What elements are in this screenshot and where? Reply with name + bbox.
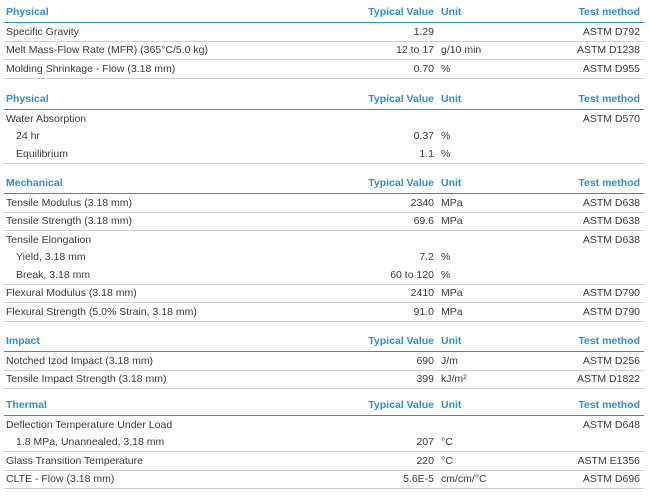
property-name: CLTE - Flow (3.18 mm) [6, 473, 115, 485]
property-name: Water Absorption [6, 112, 87, 125]
typical-value: 0.37 [413, 130, 434, 142]
typical-value: 12 to 17 [396, 44, 434, 56]
section-impact [4, 333, 644, 389]
table-row [4, 249, 644, 267]
table-row [4, 434, 644, 453]
header-unit: Unit [441, 335, 462, 347]
test-method: ASTM D1822 [576, 373, 640, 385]
section-header [4, 4, 644, 23]
typical-value: 60 to 120 [390, 268, 434, 281]
table-row [4, 303, 644, 322]
typical-value: 1.29 [413, 25, 434, 38]
test-method: ASTM D790 [582, 287, 640, 299]
table-row [4, 371, 644, 390]
typical-value: 2410 [410, 287, 434, 299]
section-title: Thermal [6, 399, 47, 411]
table-row [4, 60, 644, 79]
section-physical [4, 91, 644, 164]
property-name: Deflection Temperature Under Load [6, 418, 173, 431]
section-header [4, 175, 644, 194]
test-method: ASTM D792 [582, 25, 640, 38]
typical-value: 91.0 [413, 305, 434, 318]
table-row [4, 23, 644, 42]
test-method: ASTM D696 [582, 473, 640, 485]
property-name: Tensile Modulus (3.18 mm) [6, 196, 133, 209]
header-unit: Unit [441, 6, 462, 18]
table-row [4, 128, 644, 146]
test-method: ASTM D790 [582, 305, 640, 318]
test-method: ASTM D648 [582, 418, 640, 431]
unit: % [441, 268, 451, 281]
unit: % [441, 62, 451, 75]
property-name: 1.8 MPa, Unannealed, 3.18 mm [16, 436, 165, 448]
table-row [4, 42, 644, 61]
section-header [4, 397, 644, 416]
table-row [4, 285, 644, 304]
unit: MPa [441, 196, 463, 209]
property-name: 24 hr [16, 130, 40, 142]
header-typical-value: Typical Value [368, 399, 434, 411]
unit: kJ/m² [441, 373, 467, 385]
header-unit: Unit [441, 399, 462, 411]
test-method: ASTM D638 [582, 215, 640, 227]
test-method: ASTM D1238 [576, 44, 640, 56]
typical-value: 690 [416, 354, 434, 367]
test-method: ASTM E1356 [577, 454, 640, 467]
section-mechanical [4, 175, 644, 322]
typical-value: 1.1 [419, 147, 434, 160]
property-name: Molding Shrinkage - Flow (3.18 mm) [6, 62, 176, 75]
section-title: Physical [6, 93, 49, 105]
unit: % [441, 130, 451, 142]
section-thermal [4, 397, 644, 489]
header-unit: Unit [441, 177, 462, 189]
table-row [4, 452, 644, 471]
table-row [4, 194, 644, 213]
header-test-method: Test method [578, 335, 640, 347]
typical-value: 0.70 [413, 62, 434, 75]
typical-value: 220 [416, 454, 434, 467]
header-test-method: Test method [578, 177, 640, 189]
header-typical-value: Typical Value [368, 177, 434, 189]
property-name: Glass Transition Temperature [6, 454, 143, 467]
unit: % [441, 147, 451, 160]
property-name: Yield, 3.18 mm [16, 251, 86, 263]
table-row [4, 213, 644, 232]
header-test-method: Test method [578, 6, 640, 18]
table-row [4, 231, 644, 249]
header-unit: Unit [441, 93, 462, 105]
typical-value: 399 [416, 373, 434, 385]
test-method: ASTM D256 [582, 354, 640, 367]
table-row [4, 416, 644, 434]
typical-value: 7.2 [419, 251, 434, 263]
typical-value: 5.6E-5 [403, 473, 434, 485]
property-name: Specific Gravity [6, 25, 79, 38]
table-row [4, 145, 644, 164]
typical-value: 2340 [410, 196, 434, 209]
header-typical-value: Typical Value [368, 6, 434, 18]
property-name: Break, 3.18 mm [16, 268, 91, 281]
property-name: Flexural Strength (5.0% Strain, 3.18 mm) [6, 305, 197, 318]
unit: g/10 min [441, 44, 482, 56]
unit: °C [441, 436, 453, 448]
unit: cm/cm/°C [441, 473, 487, 485]
property-name: Notched Izod Impact (3.18 mm) [6, 354, 154, 367]
property-name: Tensile Impact Strength (3.18 mm) [6, 373, 167, 385]
test-method: ASTM D955 [582, 62, 640, 75]
unit: MPa [441, 305, 463, 318]
property-name: Flexural Modulus (3.18 mm) [6, 287, 137, 299]
section-physical [4, 4, 644, 79]
unit: °C [441, 454, 453, 467]
test-method: ASTM D570 [582, 112, 640, 125]
table-row [4, 352, 644, 371]
typical-value: 69.6 [413, 215, 434, 227]
test-method: ASTM D638 [582, 196, 640, 209]
test-method: ASTM D638 [582, 233, 640, 246]
unit: % [441, 251, 451, 263]
property-name: Melt Mass-Flow Rate (MFR) (365°C/5.0 kg) [6, 44, 208, 56]
unit: MPa [441, 215, 463, 227]
unit: J/m [441, 354, 458, 367]
property-name: Tensile Elongation [6, 233, 92, 246]
property-name: Tensile Strength (3.18 mm) [6, 215, 133, 227]
section-title: Physical [6, 6, 49, 18]
header-typical-value: Typical Value [368, 335, 434, 347]
section-title: Mechanical [6, 177, 63, 189]
header-test-method: Test method [578, 399, 640, 411]
section-header [4, 333, 644, 352]
table-row [4, 471, 644, 490]
property-name: Equilibrium [16, 147, 68, 160]
table-row [4, 266, 644, 285]
typical-value: 207 [416, 436, 434, 448]
section-title: Impact [6, 335, 40, 347]
section-header [4, 91, 644, 110]
table-row [4, 110, 644, 128]
header-typical-value: Typical Value [368, 93, 434, 105]
unit: MPa [441, 287, 463, 299]
header-test-method: Test method [578, 93, 640, 105]
